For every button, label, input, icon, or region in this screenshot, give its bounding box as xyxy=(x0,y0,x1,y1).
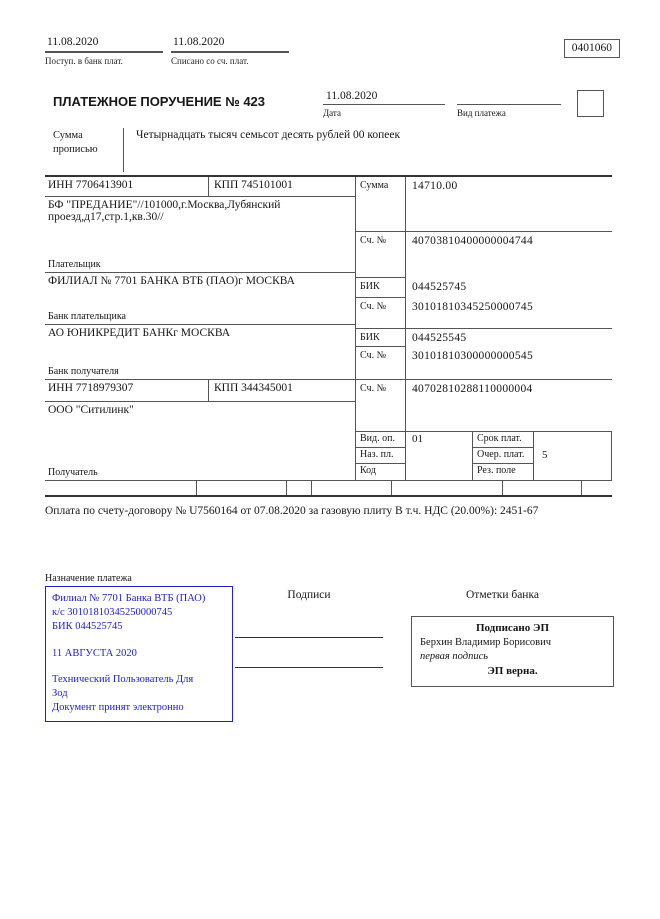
payee-bank-account-label: Сч. № xyxy=(356,347,406,379)
esign-title: Подписано ЭП xyxy=(475,622,550,634)
payee-account-row xyxy=(356,380,612,432)
table-left-column xyxy=(45,177,356,480)
payer-inn: ИНН 7706413901 xyxy=(45,177,209,196)
order-label: Очер. плат. xyxy=(472,448,534,464)
stamp-line-user-2: Зод xyxy=(52,688,68,700)
payee-account-label: Сч. № xyxy=(356,380,406,431)
signature-line-1 xyxy=(235,637,383,638)
amount-row xyxy=(356,177,612,232)
table-right-column xyxy=(356,177,612,480)
payer-bank-label: Банк плательщика xyxy=(48,311,126,322)
debited-date-label: Списано со сч. плат. xyxy=(171,56,249,66)
payer-name: БФ "ПРЕДАНИЕ"//101000,г.Москва,Лубянский проезд,д17,стр.1,кв.30// xyxy=(48,199,281,223)
footer-section xyxy=(45,586,620,722)
payment-type-value xyxy=(457,90,561,105)
operation-row-2 xyxy=(356,448,611,464)
requisites-table xyxy=(45,175,612,480)
tax-field-cell xyxy=(197,481,287,495)
payer-bank-row xyxy=(45,273,355,325)
received-date-value: 11.08.2020 xyxy=(45,36,163,53)
tax-field-cell xyxy=(582,481,612,495)
payee-name: ООО "Ситилинк" xyxy=(48,404,134,416)
payee-kpp: КПП 344345001 xyxy=(214,382,293,394)
title-row xyxy=(45,90,620,118)
term-label: Срок плат. xyxy=(472,432,534,448)
stamp-line-date: 11 АВГУСТА 2020 xyxy=(52,647,137,659)
payee-bank-account-row xyxy=(356,347,612,380)
reserve-label: Рез. поле xyxy=(472,464,534,480)
signatures-heading: Подписи xyxy=(287,589,331,601)
payee-row xyxy=(45,402,355,480)
tax-field-cell xyxy=(503,481,582,495)
purpose-code-value xyxy=(406,448,472,464)
payer-label: Плательщик xyxy=(48,259,101,270)
payer-bank-name: ФИЛИАЛ № 7701 БАНКА ВТБ (ПАО)г МОСКВА xyxy=(48,275,295,287)
stamp-gap xyxy=(52,634,226,647)
payer-bank-account-value: 30101810345250000745 xyxy=(412,301,533,313)
payer-inn-kpp-row xyxy=(45,177,355,197)
payee-bank-row xyxy=(45,325,355,380)
payer-bank-bik-label: БИК xyxy=(356,278,406,298)
payee-bank-bik-label: БИК xyxy=(356,329,406,347)
payer-account-row xyxy=(356,232,612,278)
payee-account-value: 40702810288110000004 xyxy=(412,383,533,395)
op-type-value: 01 xyxy=(412,433,423,445)
debited-date-block xyxy=(171,36,289,66)
stamp-line-bank: Филиал № 7701 Банка ВТБ (ПАО) xyxy=(52,593,206,604)
stamp-line-accepted: Документ принят электронно xyxy=(52,702,184,714)
amount-in-words-value: Четырнадцать тысяч семьсот десять рублей 00 копеек xyxy=(123,128,620,172)
document-title: ПЛАТЕЖНОЕ ПОРУЧЕНИЕ № 423 xyxy=(53,94,266,109)
stamp-gap xyxy=(52,660,226,673)
date-field-label: Дата xyxy=(323,108,341,118)
code-label: Код xyxy=(356,464,406,480)
purpose-code-label: Наз. пл. xyxy=(356,448,406,464)
order-value: 5 xyxy=(542,449,548,461)
amount-in-words-label: Сумма прописью xyxy=(53,130,98,156)
date-field xyxy=(323,90,445,118)
payment-purpose-text: Оплата по счету-договору № U7560164 от 07.08.2020 за газовую плиту В т.ч. НДС (20.00%): 2451-67 xyxy=(45,505,539,517)
tax-field-cell xyxy=(287,481,312,495)
bank-stamp-box xyxy=(45,586,233,722)
payee-bank-name: АО ЮНИКРЕДИТ БАНКг МОСКВА xyxy=(48,327,231,339)
debited-date-value: 11.08.2020 xyxy=(171,36,289,53)
esignature-box xyxy=(411,616,614,687)
tax-field-cell xyxy=(312,481,392,495)
operation-grid xyxy=(356,432,612,480)
payer-kpp: КПП 745101001 xyxy=(214,179,293,191)
payee-bank-bik-value: 044525545 xyxy=(412,332,467,344)
operation-row-3 xyxy=(356,464,611,480)
received-date-label: Поступ. в банк плат. xyxy=(45,56,123,66)
tax-field-cell xyxy=(392,481,503,495)
stamp-line-corr-account: к/с 30101810345250000745 xyxy=(52,606,173,618)
stamp-line-bik: БИК 044525745 xyxy=(52,620,123,632)
amount-label: Сумма xyxy=(356,177,406,231)
payer-account-label: Сч. № xyxy=(356,232,406,278)
payment-type-checkbox xyxy=(577,90,604,117)
amount-value: 14710.00 xyxy=(412,180,458,192)
reserve-value xyxy=(534,464,611,480)
payee-bank-label: Банк получателя xyxy=(48,366,119,377)
payer-bank-bik-row xyxy=(356,278,612,298)
signatures-column xyxy=(233,586,385,668)
amount-in-words-section xyxy=(45,128,620,172)
payee-bank-account-value: 30101810300000000545 xyxy=(412,350,533,362)
esign-signer-name: Берхин Владимир Борисович xyxy=(420,636,551,648)
esign-note: первая подпись xyxy=(420,651,489,663)
payer-row xyxy=(45,197,355,273)
bank-marks-column xyxy=(385,586,620,687)
payee-label: Получатель xyxy=(48,467,98,478)
payer-bank-bik-value: 044525745 xyxy=(412,281,467,293)
signature-line-2 xyxy=(235,667,383,668)
form-code-box: 0401060 xyxy=(564,39,620,58)
payment-purpose-label: Назначение платежа xyxy=(45,573,132,584)
code-value xyxy=(406,464,472,480)
bank-marks-heading: Отметки банка xyxy=(466,589,539,601)
received-date-block xyxy=(45,36,163,66)
payee-inn: ИНН 7718979307 xyxy=(45,380,209,401)
payee-bank-bik-row xyxy=(356,329,612,347)
payment-type-label: Вид платежа xyxy=(457,108,506,118)
tax-field-cell xyxy=(45,481,197,495)
payer-bank-account-label: Сч. № xyxy=(356,298,406,328)
payer-account-value: 40703810400000004744 xyxy=(412,235,533,247)
esign-valid: ЭП верна. xyxy=(487,665,538,678)
stamp-line-user-1: Технический Пользователь Для xyxy=(52,674,194,686)
op-type-label: Вид. оп. xyxy=(356,432,406,448)
payer-bank-account-row xyxy=(356,298,612,329)
tax-fields-row xyxy=(45,480,612,497)
operation-row-1 xyxy=(356,432,611,448)
payee-inn-kpp-row xyxy=(45,380,355,402)
payment-type-field xyxy=(457,90,561,118)
top-header xyxy=(45,36,620,66)
date-field-value: 11.08.2020 xyxy=(323,90,445,105)
term-value xyxy=(534,432,611,448)
